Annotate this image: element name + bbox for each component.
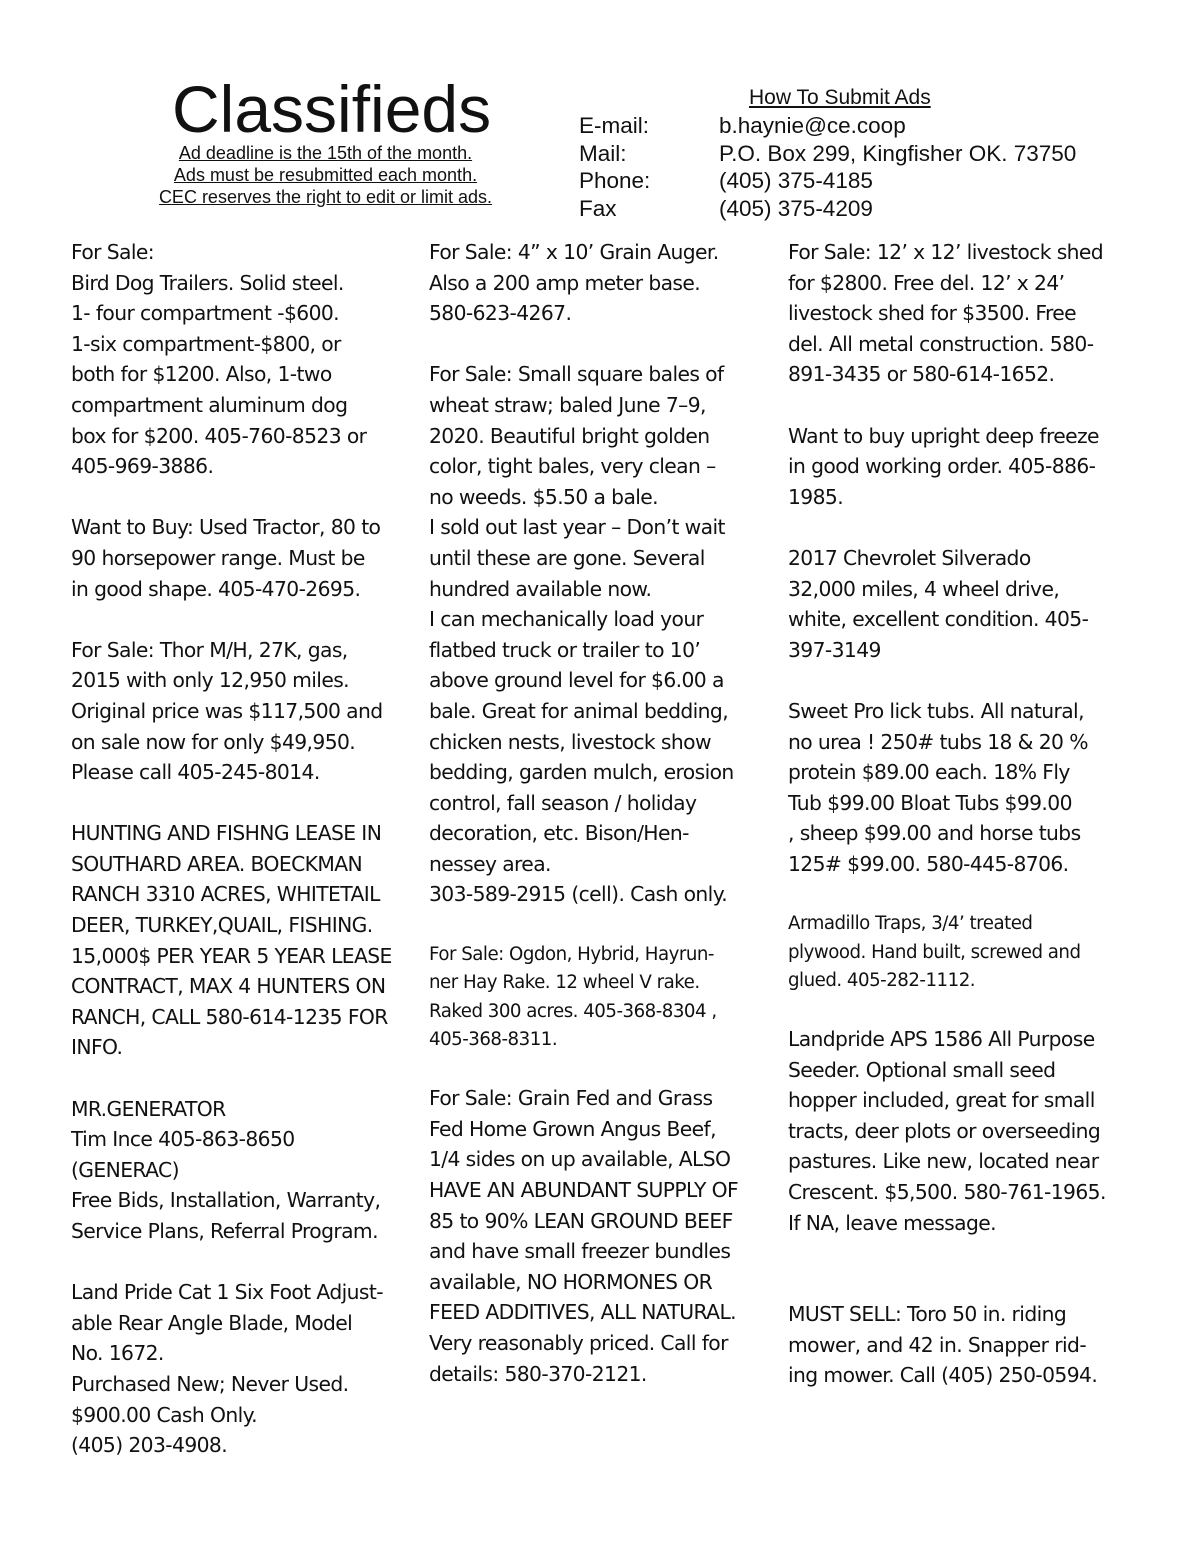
ad-deep-freeze-wanted: Want to buy upright deep freeze in good working order. 405-886- 1985. (788, 423, 1099, 509)
ad-riding-mowers: MUST SELL: Toro 50 in. riding mower, and 42 in. Snapper rid- ing mower. Call (405) 250-0594. (788, 1302, 1098, 1388)
ad-bird-dog-trailers: For Sale: Bird Dog Trailers. Solid steel. 1- four compartment -$600. 1-six compartment-$800, or both for $1200. Also, 1-two compartment aluminum dog box for $200. 405-760-8523 or 405-969-3886. (71, 240, 367, 479)
page-title: Classifieds (172, 72, 492, 146)
submit-ads-heading: How To Submit Ads (749, 86, 931, 109)
ad-hay-rake: For Sale: Ogdon, Hybrid, Hayrun- ner Hay Rake. 12 wheel V rake. Raked 300 acres. 405-368-8304 , 405-368-8311. (429, 943, 717, 1051)
ads-column-2 (429, 237, 774, 1420)
ad-hunting-lease: HUNTING AND FISHNG LEASE IN SOUTHARD AREA. BOECKMAN RANCH 3310 ACRES, WHITETAIL DEER, TURKEY,QUAIL, FISHING. 15,000$ PER YEAR 5 YEAR LEASE CONTRACT, MAX 4 HUNTERS ON RANCH, CALL 580-614-1235 FOR INFO. (71, 821, 392, 1060)
ads-column-3 (788, 237, 1133, 1422)
edit-rights-note: CEC reserves the right to edit or limit ads. (158, 187, 493, 207)
contact-row-phone (579, 167, 1179, 195)
contact-row-fax (579, 195, 1179, 223)
ad-lick-tubs: Sweet Pro lick tubs. All natural, no urea ! 250# tubs 18 & 20 % protein $89.00 each. 18% Fly Tub $99.00 Bloat Tubs $99.00 , sheep $99.00 and horse tubs 125# $99.00. 580-445-8706. (788, 698, 1088, 876)
ad-landpride-seeder: Landpride APS 1586 All Purpose Seeder. Optional small seed hopper included, great for small tracts, deer plots or overseeding pastures. Like new, located near Crescent. $5,500. 580-761-1965. If NA, leave message. (788, 1027, 1106, 1235)
ads-column-1 (71, 237, 421, 1491)
ad-rear-angle-blade: Land Pride Cat 1 Six Foot Adjust- able Rear Angle Blade, Model No. 1672. Purchased New; Never Used. $900.00 Cash Only. (405) 203-4908. (71, 1280, 383, 1458)
resubmit-note: Ads must be resubmitted each month. (173, 165, 478, 185)
ad-policy-notes (128, 142, 523, 208)
ad-mr-generator: MR.GENERATOR Tim Ince 405-863-8650 (GENERAC) Free Bids, Installation, Warranty, Service Plans, Referral Program. (71, 1096, 381, 1243)
fax-number: (405) 375-4209 (719, 195, 873, 221)
contact-label: Mail: (579, 140, 627, 166)
ad-chevrolet-silverado: 2017 Chevrolet Silverado 32,000 miles, 4 wheel drive, white, excellent condition. 405- 397-3149 (788, 545, 1089, 662)
submit-contact-list (579, 112, 1179, 222)
ad-grain-auger: For Sale: 4” x 10’ Grain Auger. Also a 200 amp meter base. 580-623-4267. (429, 240, 719, 326)
contact-label: Fax (579, 195, 617, 221)
contact-row-mail (579, 140, 1179, 168)
ad-armadillo-traps: Armadillo Traps, 3/4’ treated plywood. Hand built, screwed and glued. 405-282-1112. (788, 913, 1081, 992)
ad-livestock-shed: For Sale: 12’ x 12’ livestock shed for $2800. Free del. 12’ x 24’ livestock shed for $3500. Free del. All metal construction. 580- 891-3435 or 580-614-1652. (788, 240, 1104, 387)
contact-label: Phone: (579, 168, 651, 193)
email-address: b.haynie@ce.coop (719, 113, 906, 138)
deadline-note: Ad deadline is the 15th of the month. (178, 143, 473, 163)
contact-row-email (579, 112, 1179, 140)
contact-label: E-mail: (579, 113, 650, 138)
ad-angus-beef: For Sale: Grain Fed and Grass Fed Home Grown Angus Beef, 1/4 sides on up available, ALSO HAVE AN ABUNDANT SUPPLY OF 85 to 90% LEAN GROUND BEEF and have small freezer bundles available, NO HORMONES OR FEED ADDITIVES, ALL NATURAL. Very reasonably priced. Call for details: 580-370-2121. (429, 1086, 739, 1386)
ad-thor-motorhome: For Sale: Thor M/H, 27K, gas, 2015 with only 12,950 miles. Original price was $117,500 and on sale now for only $49,950. Please call 405-245-8014. (71, 637, 383, 785)
phone-number: (405) 375-4185 (719, 168, 873, 193)
ad-wheat-straw-bales: For Sale: Small square bales of wheat straw; baled June 7–9, 2020. Beautiful bright golden color, tight bales, very clean – no weeds. $5.50 a bale. I sold out last year – Don’t wait until these are gone. Several hundred available now. I can mechanically load your flatbed truck or trailer to 10’ above ground level for $6.00 a bale. Great for animal bedding, chicken nests, livestock show bedding, garden mulch, erosion control, fall season / holiday decoration, etc. Bison/Hen- nessey area. 303-589-2915 (cell). Cash only. (429, 362, 734, 907)
ad-used-tractor-wanted: Want to Buy: Used Tractor, 80 to 90 horsepower range. Must be in good shape. 405-470-2695. (71, 515, 381, 601)
mail-address: P.O. Box 299, Kingfisher OK. 73750 (719, 140, 1077, 166)
